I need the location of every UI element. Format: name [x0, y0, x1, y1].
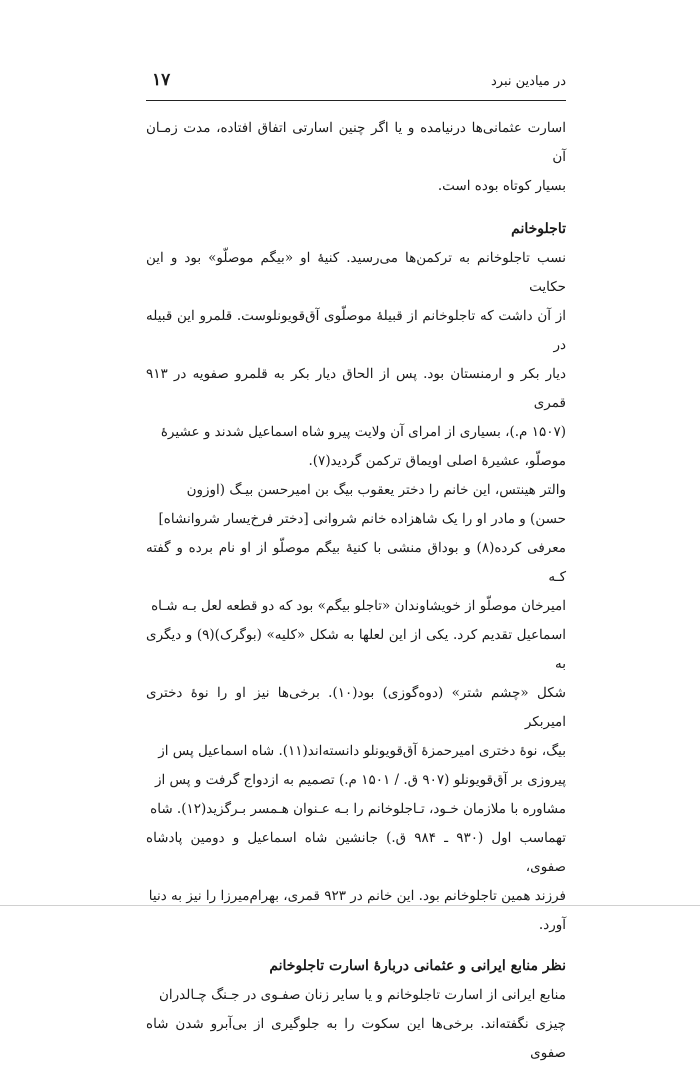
text-line: اسماعیل تقدیم کرد. یکی از این لعلها به شکل «کلیه» (بوگرک)(۹) و دیگری به — [146, 627, 567, 672]
text-line: والتر هینتس، این خانم را دختر یعقوب بیگ بن امیرحسن بیـگ (اوزون — [186, 482, 566, 498]
text-line: (۱۵۰۷ م.)، بسیاری از امرای آن ولایت پیرو شاه اسماعیل شدند و عشیرهٔ — [160, 424, 566, 440]
text-line: بیگ، نوهٔ دختری امیرحمزهٔ آق‌قویونلو دانسته‌اند(۱۱). شاه اسماعیل پس از — [158, 743, 566, 759]
intro-paragraph — [146, 114, 566, 201]
text-line: پیروزی بر آق‌قویونلو (۹۰۷ ق. / ۱۵۰۱ م.) تصمیم به ازدواج گرفت و پس از — [155, 772, 566, 788]
text-line: از آن داشت که تاجلوخانم از قبیلهٔ موصلّوی آق‌قویونلوست. قلمرو این قبیله در — [146, 308, 566, 353]
text-line: فرزند همین تاجلوخانم بود. این خانم در ۹۲۳ قمری، بهرام‌میرزا را نیز به دنیا — [148, 888, 566, 904]
running-header — [146, 68, 566, 98]
text-line: آورد. — [538, 917, 566, 933]
text-line: بسیار کوتاه بوده است. — [437, 178, 566, 194]
text-line: چیزی نگفته‌اند. برخی‌ها این سکوت را به جلوگیری از بی‌آبرو شدن شاه صفوی — [146, 1016, 566, 1061]
text-line: موصلّو، عشیرهٔ اصلی اویماق ترکمن گردید(۷). — [308, 453, 566, 469]
text-line: حسن) و مادر او را یک شاهزاده خانم شروانی [دختر فرخ‌یسار شروانشاه] — [158, 511, 566, 527]
text-line: تهماسب اول (۹۳۰ ـ ۹۸۴ ق.) جانشین شاه اسماعیل و دومین پادشاه صفوی، — [146, 830, 566, 875]
paragraph-lineage — [146, 244, 566, 476]
paragraph-hinz — [146, 476, 566, 940]
text-line: مشاوره با ملازمان خـود، تـاجلوخانم را بـه عـنوان هـمسر بـرگزید(۱۲). شاه — [150, 801, 566, 817]
paragraph-sources — [146, 981, 566, 1068]
section-heading-sources: نظر منابع ایرانی و عثمانی دربارهٔ اسارت تاجلوخانم — [269, 958, 566, 974]
running-title: در میادین نبرد — [491, 74, 566, 89]
text-line: دیار بکر و ارمنستان بود. پس از الحاق دیار بکر به قلمرو صفویه در ۹۱۳ قمری — [146, 366, 566, 411]
page-body — [146, 114, 566, 1068]
page-bottom-edge — [0, 905, 700, 906]
text-line: اسارت عثمانی‌ها درنیامده و یا اگر چنین اسارتی اتفاق افتاده، مدت زمـان آن — [146, 120, 566, 165]
text-line: شکل «چشم شتر» (دوه‌گوزی) بود(۱۰). برخی‌ها نیز او را نوهٔ دختری امیربکر — [146, 685, 566, 730]
page-number: ۱۷ — [152, 70, 171, 90]
text-line: امیرخان موصلّو از خویشاوندان «تاجلو بیگم» بود که دو قطعه لعل بـه شـاه — [151, 598, 566, 614]
header-rule — [146, 100, 566, 101]
section-heading-tajlu-khanum: تاجلوخانم — [511, 221, 566, 237]
text-line: معرفی کرده(۸) و بوداق منشی با کنیهٔ بیگم موصلّو از او نام برده و گفته کـه — [146, 540, 566, 585]
text-line: منابع ایرانی از اسارت تاجلوخانم و یا سایر زنان صفـوی در جـنگ چـالدران — [158, 987, 566, 1003]
text-line: نسب تاجلوخانم به ترکمن‌ها می‌رسید. کنیهٔ او «بیگم موصلّو» بود و این حکایت — [146, 250, 566, 295]
